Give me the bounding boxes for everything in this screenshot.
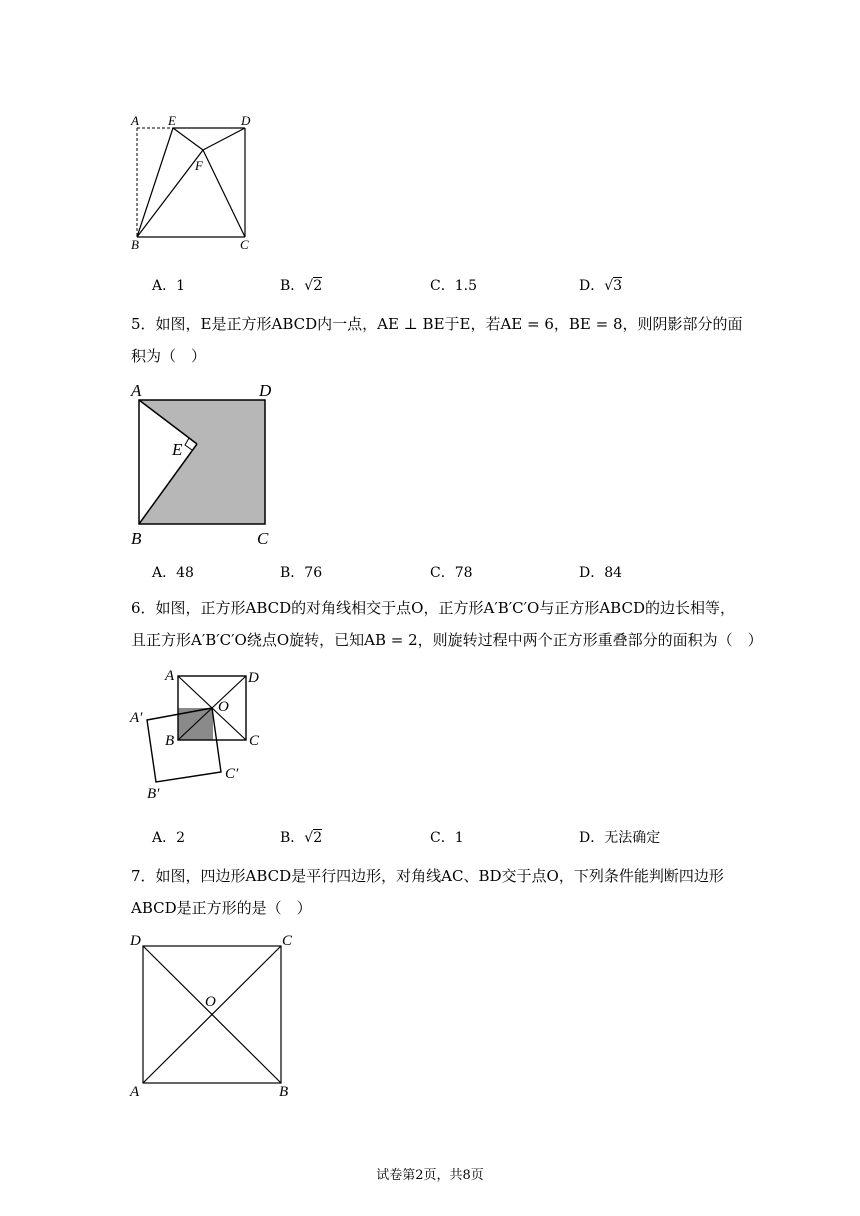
q7-label-C: C: [282, 933, 293, 949]
q5-figure: [125, 378, 285, 550]
q5-label-D: D: [259, 381, 272, 400]
q7-question-line2: ABCD是正方形的是（ ）: [131, 899, 312, 917]
q7-label-A: A: [130, 1084, 140, 1100]
q5-option-a[interactable]: A．48: [152, 565, 194, 581]
q4-label-A: A: [131, 113, 139, 128]
q4-option-d[interactable]: [579, 276, 622, 296]
q6-label-C-prime: C′: [225, 766, 239, 782]
q4-label-E: E: [168, 113, 176, 128]
sqrt-icon: √: [304, 278, 314, 294]
q4-option-b-label: B．: [280, 278, 305, 294]
q7-figure: [125, 930, 305, 1102]
q5-label-B: B: [131, 529, 142, 548]
q6-label-A: A: [165, 668, 175, 684]
q4-option-c[interactable]: C．1.5: [430, 278, 477, 294]
q6-label-D: D: [248, 670, 259, 686]
q6-option-b[interactable]: [280, 828, 322, 848]
sqrt-icon: √: [304, 830, 314, 846]
q5-question-line2: 积为（ ）: [131, 347, 207, 365]
q5-option-c[interactable]: C．78: [430, 565, 473, 581]
q4-label-F: F: [195, 158, 203, 173]
q6-question-line2: 且正方形A′B′C′O绕点O旋转，已知AB = 2，则旋转过程中两个正方形重叠部分的面积为（ ）: [131, 631, 763, 649]
page-footer: 试卷第2页，共8页: [376, 1168, 484, 1183]
q4-option-b-radicand: 2: [313, 278, 323, 294]
q6-label-B-prime: B′: [147, 786, 160, 802]
q6-option-a[interactable]: A．2: [152, 830, 186, 846]
q4-label-B: B: [131, 237, 139, 252]
q4-option-a[interactable]: A．1: [152, 278, 186, 294]
q6-label-O: O: [218, 699, 229, 715]
q4-label-D: D: [241, 113, 251, 128]
q4-option-b[interactable]: [280, 276, 322, 296]
q4-option-d-label: D．: [579, 278, 605, 294]
q6-option-b-radicand: 2: [313, 830, 323, 846]
q6-label-B: B: [165, 733, 175, 749]
q5-option-b[interactable]: B．76: [280, 565, 323, 581]
q7-label-D: D: [130, 933, 141, 949]
q7-label-O: O: [205, 994, 216, 1010]
q4-figure: [125, 110, 265, 255]
q5-label-A: A: [131, 381, 142, 400]
q5-question-line1: 5．如图，E是正方形ABCD内一点，AE ⊥ BE于E，若AE = 6，BE = 8，则阴影部分的面: [131, 315, 743, 333]
sqrt-icon: √: [604, 278, 614, 294]
q6-option-d[interactable]: D．无法确定: [579, 830, 661, 846]
q6-label-A-prime: A′: [130, 710, 143, 726]
q5-label-C: C: [257, 529, 269, 548]
q4-option-d-radicand: 3: [613, 278, 623, 294]
q6-label-C: C: [249, 733, 260, 749]
q6-option-b-label: B．: [280, 830, 305, 846]
q6-figure: [125, 660, 275, 805]
q7-label-B: B: [279, 1084, 289, 1100]
q5-label-E: E: [172, 440, 183, 459]
q6-option-c[interactable]: C．1: [430, 830, 464, 846]
q7-question-line1: 7．如图，四边形ABCD是平行四边形，对角线AC、BD交于点O，下列条件能判断四边形: [131, 867, 724, 885]
q6-question-line1: 6．如图，正方形ABCD的对角线相交于点O，正方形A′B′C′O与正方形ABCD的边长相等，: [131, 599, 735, 617]
q5-option-d[interactable]: D．84: [579, 565, 623, 581]
q4-label-C: C: [240, 237, 249, 252]
